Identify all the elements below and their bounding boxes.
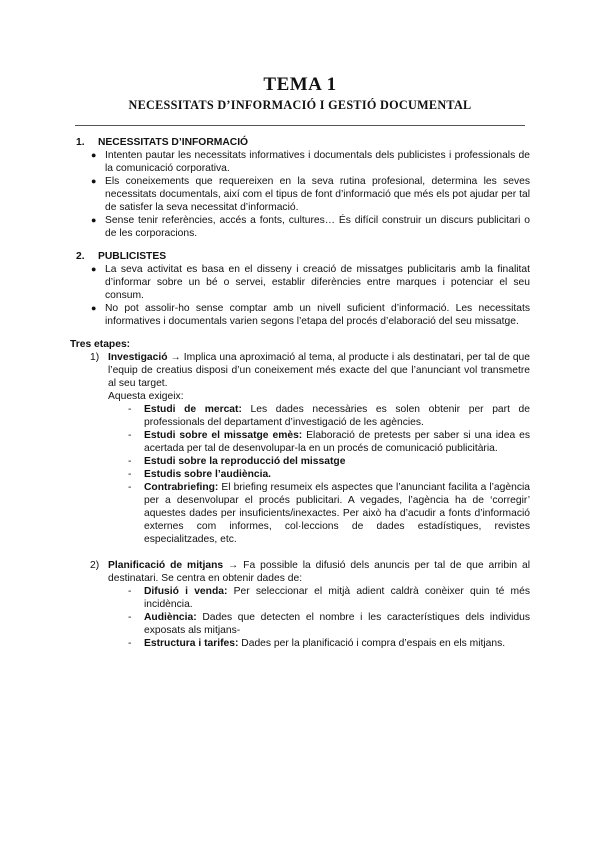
title-divider — [75, 125, 525, 126]
sub-item — [128, 637, 530, 650]
sub-item-label: Estudi sobre el missatge emès: — [144, 430, 303, 441]
section-number: 2. — [76, 251, 85, 262]
list-item-text: Sense tenir referències, accés a fonts, cultures… És difícil construir un discurs publicitari o de les corporacions. — [105, 215, 530, 239]
section-number: 1. — [76, 137, 85, 148]
dash-icon: - — [128, 456, 132, 467]
sub-item-text: Dades per la planificació i compra d’espais en els mitjans. — [238, 638, 506, 649]
stage-label: Investigació — [108, 352, 168, 363]
sub-item-label: Estudis sobre l’audiència. — [144, 469, 272, 480]
dash-icon: - — [128, 430, 132, 441]
list-item — [91, 263, 530, 302]
sub-item — [128, 403, 530, 429]
list-item — [91, 302, 530, 328]
stage-item — [90, 559, 530, 585]
list-item-text: Els coneixements que requereixen en la seva rutina profesional, determina les seves necessitats documentals, així com el tipus de font d’informació que més els pot ajudar per tal de satisfer la seva necessitat d’informació. — [105, 176, 530, 213]
dash-icon: - — [128, 612, 132, 623]
sub-item — [128, 429, 530, 455]
sub-item — [128, 468, 530, 481]
section-heading — [70, 250, 530, 263]
sub-item — [128, 611, 530, 637]
bullet-icon: ● — [91, 303, 97, 313]
bullet-icon: ● — [91, 264, 97, 274]
dash-icon: - — [128, 482, 132, 493]
dash-icon: - — [128, 586, 132, 597]
bullet-icon: ● — [91, 176, 97, 186]
stage-text — [108, 559, 530, 585]
page-title: TEMA 1 — [263, 74, 337, 95]
sub-item-text: Dades que detecten el nombre i les característiques dels individus exposats als mitjans- — [144, 612, 530, 636]
dash-icon: - — [128, 638, 132, 649]
sub-item-text: Les dades necessàries es solen obtenir per part de professionals del departament d’investigació de les agències. — [144, 404, 531, 428]
stage-description: → Fa possible la difusió dels anuncis per tal de que arribin al destinatari. Se centra en obtenir dades de: — [108, 560, 531, 584]
stage-number: 2) — [90, 560, 100, 571]
bullet-icon: ● — [91, 215, 97, 225]
list-item-text: Intenten pautar les necessitats informatives i documentals dels publicistes i professionals de la comunicació corporativa. — [105, 150, 530, 174]
sub-item-label: Estructura i tarifes: — [144, 638, 239, 649]
sub-item-label: Contrabriefing: — [144, 482, 219, 493]
stages-heading: Tres etapes: — [70, 339, 131, 350]
page-subtitle: NECESSITATS D’INFORMACIÓ I GESTIÓ DOCUMENTAL — [128, 98, 472, 112]
stage-label: Planificació de mitjans — [108, 560, 224, 571]
section-title: NECESSITATS D’INFORMACIÓ — [98, 137, 249, 148]
stage-text — [108, 351, 530, 390]
list-item-text: La seva activitat es basa en el disseny i creació de missatges publicitaris amb la finalitat d’informar sobre un bé o servei, establir diferències entre marques i potenciar el seu consum. — [105, 264, 530, 301]
stage-number: 1) — [90, 352, 100, 363]
list-item-text: No pot assolir-ho sense comptar amb un nivell suficient d’informació. Les necessitats informatives i documentals varien segons l’etapa del procés d’elaboració del seu missatge. — [105, 303, 530, 327]
sub-item — [128, 585, 530, 611]
sub-item-label: Estudi sobre la reproducció del missatge — [144, 456, 346, 467]
document-body — [70, 136, 530, 650]
section-heading — [70, 136, 530, 149]
sub-item-label: Estudi de mercat: — [144, 404, 242, 415]
dash-icon: - — [128, 469, 132, 480]
sub-item-text: Per seleccionar el mitjà adient caldrà conèixer quin té més incidència. — [144, 586, 530, 610]
sub-item-text: El briefing resumeix els aspectes que l’anunciant facilita a l’agència per a desenvolupar el procés publicitari. A vegades, l’agència ha de ‘corregir’ aquestes dades per insuficients/inexactes. Per això ha d’acudir a fonts d’informació externes com informes, col·leccions de dades estadístiques, revistes especialitzades, etc. — [144, 482, 530, 545]
sub-item — [128, 481, 530, 546]
sub-item — [128, 455, 530, 468]
section-title: PUBLICISTES — [98, 251, 167, 262]
stage-description: → Implica una aproximació al tema, al producte i als destinatari, per tal de que l’equip de creatius disposi d’un coneixement més exacte del que l’anunciant vol transmetre al seu target. — [108, 352, 530, 389]
bullet-icon: ● — [91, 150, 97, 160]
list-item — [91, 214, 530, 240]
sub-item-label: Audiència: — [144, 612, 197, 623]
list-item — [91, 149, 530, 175]
sub-item-label: Difusió i venda: — [144, 586, 228, 597]
stage-item — [90, 351, 530, 390]
dash-icon: - — [128, 404, 132, 415]
stage-requires: Aquesta exigeix: — [108, 391, 184, 402]
sub-item-text: Elaboració de pretests per saber si una idea es acertada per tal de desenvolupar-la en un procés de comunicació publicitària. — [144, 430, 530, 454]
list-item — [91, 175, 530, 214]
